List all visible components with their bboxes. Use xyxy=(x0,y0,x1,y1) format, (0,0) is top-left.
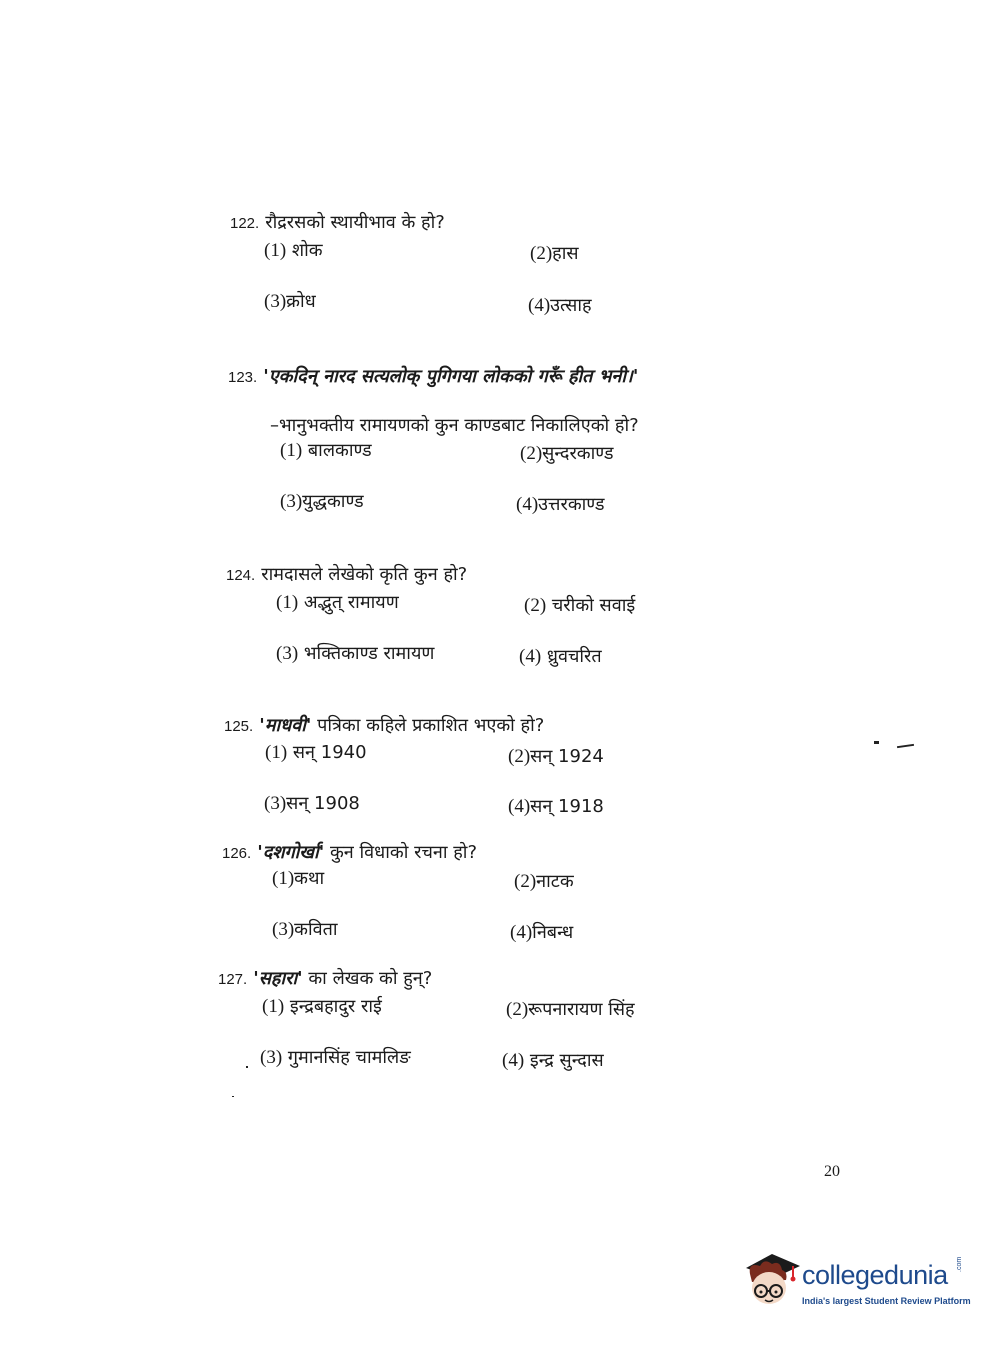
option-4: (4)उत्साह xyxy=(528,295,592,316)
question-number: 123. xyxy=(228,369,258,386)
question-number: 126. xyxy=(222,845,252,862)
option-1: (1) इन्द्रबहादुर राई xyxy=(262,996,382,1017)
logo-tagline: India's largest Student Review Platform xyxy=(802,1296,971,1306)
question-stem xyxy=(224,713,544,737)
question-number: 124. xyxy=(226,567,256,584)
question-quote: 'माधवी' xyxy=(259,715,312,736)
question-stem xyxy=(230,210,445,234)
option-1: (1) बालकाण्ड xyxy=(280,440,372,461)
option-2: (2)नाटक xyxy=(514,871,574,892)
question-number: 127. xyxy=(218,971,248,988)
question-subtext: –भानुभक्तीय रामायणको कुन काण्डबाट निकालिएको हो? xyxy=(270,415,639,436)
question-stem xyxy=(222,840,477,864)
option-3: (3)कविता xyxy=(272,919,338,940)
scan-speck xyxy=(246,1066,248,1068)
option-1: (1)कथा xyxy=(272,868,325,889)
option-2: (2)हास xyxy=(530,243,579,264)
option-1: (1) अद्भुत् रामायण xyxy=(276,592,399,613)
option-1: (1) शोक xyxy=(264,240,323,261)
question-quote: 'एकदिन् नारद सत्यलोक् पुगिगया लोकको गरूँ हीत भनी।' xyxy=(263,366,639,387)
option-3: (3) गुमानसिंह चामलिङ xyxy=(260,1047,411,1068)
question-text: रौद्ररसको स्थायीभाव के हो? xyxy=(265,212,445,233)
logo-wordmark: collegedunia xyxy=(802,1260,948,1290)
option-1: (1) सन् 1940 xyxy=(265,742,367,763)
question-number: 122. xyxy=(230,215,260,232)
option-4: (4) ध्रुवचरित xyxy=(519,646,602,667)
scan-speck xyxy=(874,741,879,744)
logo-tld: .com xyxy=(956,1256,963,1272)
page-number: 20 xyxy=(824,1163,840,1180)
question-text: रामदासले लेखेको कृति कुन हो? xyxy=(261,564,468,585)
option-3: (3) भक्तिकाण्ड रामायण xyxy=(276,643,435,664)
option-2: (2)सन् 1924 xyxy=(508,746,604,767)
option-3: (3)क्रोध xyxy=(264,291,316,312)
option-4: (4) इन्द्र सुन्दास xyxy=(502,1050,604,1071)
question-stem xyxy=(228,364,638,388)
option-3: (3)सन् 1908 xyxy=(264,793,360,814)
option-3: (3)युद्धकाण्ड xyxy=(280,491,364,512)
collegedunia-logo xyxy=(742,1248,972,1312)
question-text: पत्रिका कहिले प्रकाशित भएको हो? xyxy=(311,715,545,736)
option-2: (2)सुन्दरकाण्ड xyxy=(520,443,614,464)
question-quote: 'सहारा' xyxy=(253,968,303,989)
student-mascot-icon xyxy=(742,1248,802,1312)
question-number: 125. xyxy=(224,718,254,735)
option-2: (2)रूपनारायण सिंह xyxy=(506,999,635,1020)
option-4: (4)निबन्ध xyxy=(510,922,574,943)
option-4: (4)सन् 1918 xyxy=(508,796,604,817)
option-2: (2) चरीको सवाई xyxy=(524,595,636,616)
option-4: (4)उत्तरकाण्ड xyxy=(516,494,605,515)
question-stem xyxy=(226,562,467,586)
scan-speck xyxy=(232,1096,234,1097)
question-text: कुन विधाको रचना हो? xyxy=(324,842,478,863)
question-stem xyxy=(218,966,432,990)
question-text: का लेखक को हुन्? xyxy=(302,968,433,989)
scan-speck xyxy=(897,744,914,748)
question-quote: 'दशगोर्खा' xyxy=(257,842,325,863)
